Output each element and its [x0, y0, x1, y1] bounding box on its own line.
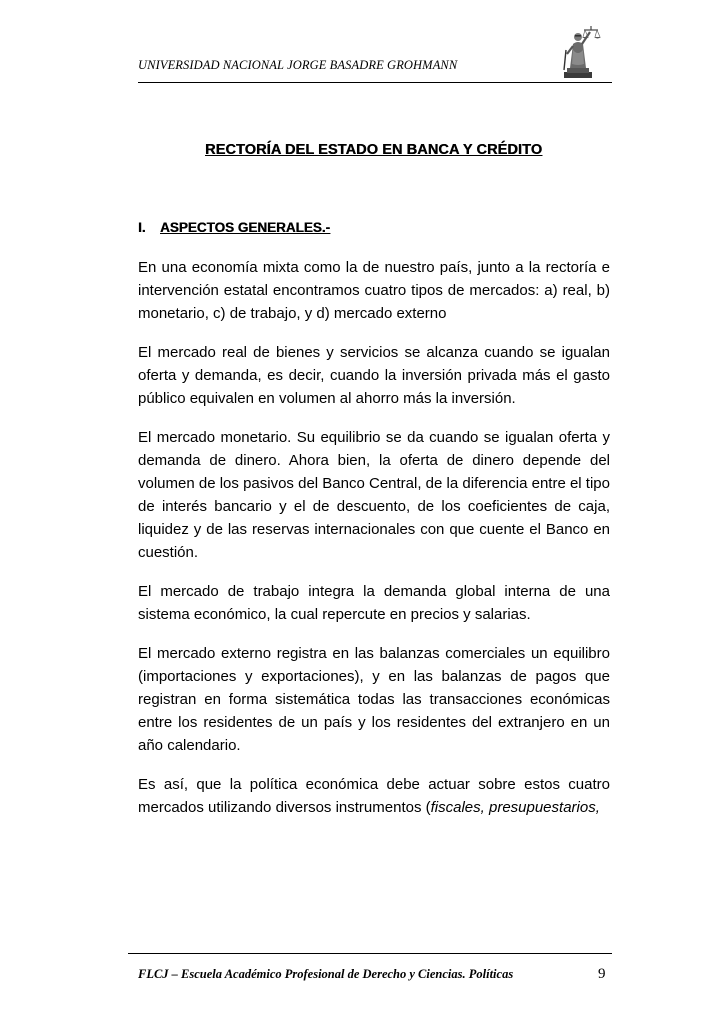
document-title: RECTORÍA DEL ESTADO EN BANCA Y CRÉDITO	[205, 142, 543, 158]
paragraph-labor-market: El mercado de trabajo integra la demanda global interna de una sistema económico, la cual repercute en precios y salarias.	[138, 583, 610, 623]
paragraph-economic-policy	[138, 773, 610, 819]
section-heading	[138, 220, 330, 235]
footer-divider	[128, 953, 612, 954]
header-divider	[138, 82, 612, 83]
paragraph-mixed-economy: En una economía mixta como la de nuestro país, junto a la rectoría e intervención estatal encontramos cuatro tipos de mercados: a) real, b) monetario, c) de trabajo, y d) mercado externo	[138, 259, 610, 322]
section-number: I.	[138, 220, 146, 235]
paragraph-economic-policy-italic: fiscales, presupuestarios,	[430, 799, 600, 816]
header-university-name: UNIVERSIDAD NACIONAL JORGE BASADRE GROHMANN	[138, 58, 458, 72]
paragraph-economic-policy-text: Es así, que la política económica debe actuar sobre estos cuatro mercados utilizando diversos instrumentos (	[138, 776, 610, 816]
paragraph-external-market: El mercado externo registra en las balanzas comerciales un equilibro (importaciones y exportaciones), y en las balanzas de pagos que registran en forma sistemática todas las transacciones económicas entre los residentes de un país y los residentes del extranjero en un año calendario.	[138, 645, 610, 754]
paragraph-real-market: El mercado real de bienes y servicios se alcanza cuando se igualan oferta y demanda, es decir, cuando la inversión privada más el gasto público equivalen en volumen al ahorro más la inversión.	[138, 344, 610, 407]
lady-justice-statue-icon	[552, 20, 604, 80]
section-heading-text: ASPECTOS GENERALES.-	[160, 220, 331, 235]
footer-text: FLCJ – Escuela Académico Profesional de Derecho y Ciencias. Políticas	[138, 967, 514, 981]
paragraph-monetary-market: El mercado monetario. Su equilibrio se da cuando se igualan oferta y demanda de dinero. Ahora bien, la oferta de dinero depende del volumen de los pasivos del Banco Central, de la diferencia entre el tipo de interés bancario y el de descuento, de los coeficientes de caja, liquidez y de las reservas internacionales con que cuente el Banco en cuestión.	[138, 429, 610, 561]
body-text	[138, 256, 610, 819]
page-number: 9	[598, 966, 606, 982]
